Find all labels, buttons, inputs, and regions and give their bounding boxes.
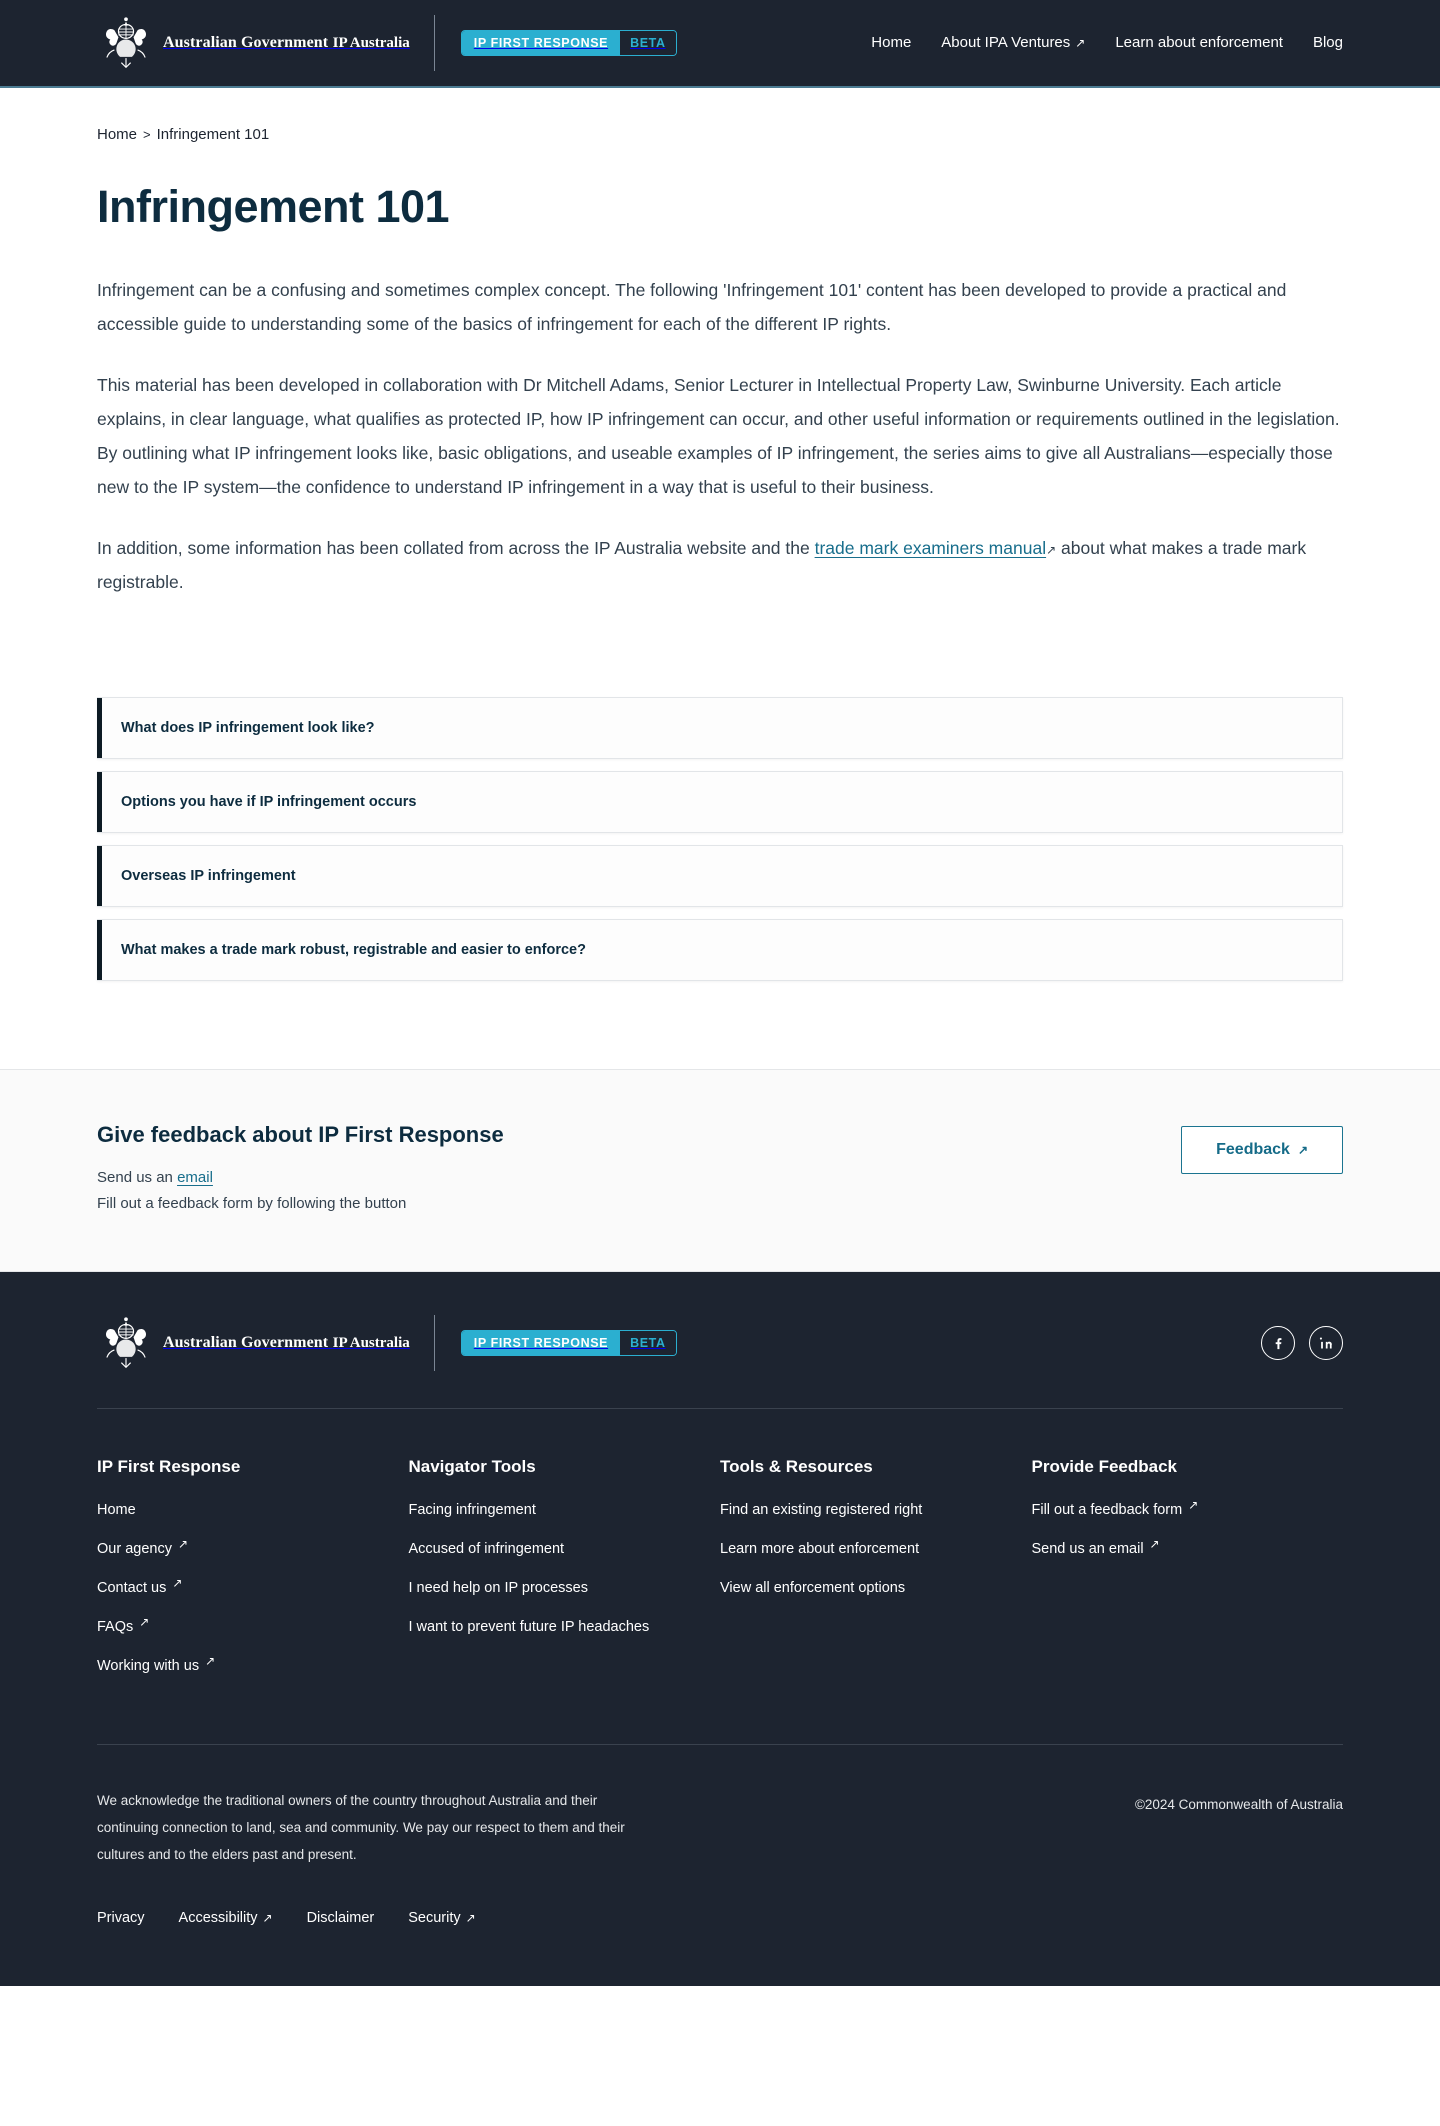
footer-link-label: I need help on IP processes xyxy=(408,1580,588,1596)
paragraph-3-after: about what makes a trade mark registrable. xyxy=(97,538,1307,592)
nav-item-blog[interactable] xyxy=(1313,33,1343,53)
main-content xyxy=(0,88,1440,1272)
footer-link-contact-us[interactable] xyxy=(97,1577,182,1599)
breadcrumb-home-link[interactable]: Home xyxy=(97,126,138,143)
accordion-accent-bar xyxy=(97,920,102,980)
footer-link-label: Working with us xyxy=(97,1658,200,1674)
external-link-icon: ↗ xyxy=(1046,543,1057,557)
footer-link-find-existing-registered-right[interactable] xyxy=(720,1499,922,1521)
footer-link-learn-more-about-enforcement[interactable] xyxy=(720,1538,919,1560)
footer-column-tools-and-resources xyxy=(720,1457,1032,1694)
gov-title-line1: Australian Government xyxy=(163,34,329,51)
badge-beta-label: BETA xyxy=(620,31,676,55)
australian-government-crest-icon xyxy=(97,1314,155,1372)
footer-link-label: Learn more about enforcement xyxy=(720,1541,920,1557)
footer-link-view-all-enforcement-options[interactable] xyxy=(720,1577,905,1599)
footer-link-label: Facing infringement xyxy=(408,1502,536,1518)
legal-link-label: Disclaimer xyxy=(306,1910,375,1926)
footer-link-i-need-help-on-ip-processes[interactable] xyxy=(409,1577,589,1599)
nav-item-home[interactable] xyxy=(871,33,911,53)
feedback-title: Give feedback about IP First Response xyxy=(97,1122,504,1147)
external-link-icon: ↗ xyxy=(205,1654,216,1668)
external-link-icon: ↗ xyxy=(172,1576,183,1590)
feedback-form-line: Fill out a feedback form by following the button xyxy=(97,1195,407,1212)
badge-main-label: IP FIRST RESPONSE xyxy=(462,31,620,55)
paragraph-3 xyxy=(97,531,1343,599)
accordion-accent-bar xyxy=(97,846,102,906)
footer-link-label: I want to prevent future IP headaches xyxy=(408,1619,650,1635)
footer-link-prevent-future-ip-headaches[interactable] xyxy=(409,1616,650,1638)
footer-link-send-us-an-email[interactable] xyxy=(1032,1538,1160,1560)
legal-link-label: Accessibility xyxy=(178,1910,258,1926)
accordion-accent-bar xyxy=(97,698,102,758)
breadcrumb-current: Infringement 101 xyxy=(156,126,270,143)
copyright-text: ©2024 Commonwealth of Australia xyxy=(1134,1797,1343,1812)
footer-acknowledgement-row xyxy=(97,1745,1343,1868)
footer-link-accused-of-infringement[interactable] xyxy=(409,1538,565,1560)
footer-link-label: Find an existing registered right xyxy=(720,1502,923,1518)
footer-link-faqs[interactable] xyxy=(97,1616,149,1638)
footer-brand-logo-link[interactable] xyxy=(97,1314,410,1372)
accordion-item-label: Options you have if IP infringement occurs xyxy=(121,794,417,810)
feedback-button[interactable] xyxy=(1181,1126,1343,1174)
nav-item-learn-about-enforcement[interactable] xyxy=(1115,33,1283,53)
brand-divider xyxy=(434,1315,435,1371)
footer-link-fill-out-a-feedback-form[interactable] xyxy=(1032,1499,1199,1521)
footer-column-provide-feedback xyxy=(1032,1457,1344,1694)
accordion-item-label: Overseas IP infringement xyxy=(121,868,296,884)
external-link-icon: ↗ xyxy=(465,1911,476,1925)
accordion-item-what-does-ip-infringement-look-like[interactable] xyxy=(97,697,1343,759)
paragraph-2: This material has been developed in collaboration with Dr Mitchell Adams, Senior Lecturer in Intellectual Property Law, Swinburne University. Each article explains, in clear language, what qualifies as protected IP, how IP infringement can occur, and other useful information or requirements outlined in the legislation. By outlining what IP infringement looks like, basic obligations, and useable examples of IP infringement, the series aims to give all Australians—especially those new to the IP system—the confidence to understand IP infringement in a way that is useful to their business. xyxy=(97,375,1340,497)
footer-column-heading: Navigator Tools xyxy=(408,1457,536,1476)
footer-link-label: Home xyxy=(97,1502,136,1518)
footer-column-heading: IP First Response xyxy=(97,1457,241,1476)
australian-government-crest-icon xyxy=(97,14,155,72)
linkedin-icon[interactable] xyxy=(1309,1326,1343,1360)
external-link-icon: ↗ xyxy=(1188,1498,1199,1512)
footer-link-label: Our agency xyxy=(97,1541,172,1557)
accordion-item-what-makes-a-trade-mark-robust[interactable] xyxy=(97,919,1343,981)
nav-label: Blog xyxy=(1312,34,1343,51)
accordion-accent-bar xyxy=(97,772,102,832)
breadcrumb-separator-icon: > xyxy=(143,127,151,142)
nav-label: About IPA Ventures xyxy=(941,34,1071,51)
footer-column-navigator-tools xyxy=(409,1457,721,1694)
intro-copy xyxy=(97,273,1343,599)
external-link-icon: ↗ xyxy=(177,1537,189,1551)
accordion-item-options-you-have[interactable] xyxy=(97,771,1343,833)
feedback-button-label: Feedback xyxy=(1216,1141,1290,1158)
feedback-section xyxy=(0,1069,1440,1272)
gov-title-line2: IP Australia xyxy=(332,35,410,51)
footer-link-label: View all enforcement options xyxy=(720,1580,906,1596)
footer-top-bar xyxy=(97,1314,1343,1409)
badge-main-label: IP FIRST RESPONSE xyxy=(462,1331,620,1355)
feedback-email-line xyxy=(97,1165,504,1191)
footer-link-label: Accused of infringement xyxy=(408,1541,565,1557)
site-footer xyxy=(0,1272,1440,1986)
accordion-list xyxy=(97,697,1343,1021)
footer-ip-first-response-beta-badge[interactable] xyxy=(461,1330,677,1356)
footer-link-label: Send us an email xyxy=(1031,1541,1144,1557)
badge-beta-label: BETA xyxy=(620,1331,676,1355)
brand-divider xyxy=(434,15,435,71)
legal-link-privacy[interactable] xyxy=(97,1910,145,1926)
external-link-icon: ↗ xyxy=(1075,36,1086,50)
footer-gov-title-line1: Australian Government xyxy=(163,1334,329,1351)
facebook-icon[interactable] xyxy=(1261,1326,1295,1360)
external-link-icon: ↗ xyxy=(1297,1143,1308,1157)
feedback-text-block xyxy=(97,1122,504,1217)
main-navigation xyxy=(871,33,1343,53)
footer-link-home[interactable] xyxy=(97,1499,136,1521)
accordion-item-label: What makes a trade mark robust, registrable and easier to enforce? xyxy=(121,942,586,958)
external-link-icon: ↗ xyxy=(139,1615,150,1629)
legal-links xyxy=(97,1868,1343,1926)
ip-first-response-beta-badge[interactable] xyxy=(461,30,677,56)
social-links xyxy=(1261,1326,1343,1360)
nav-label: Home xyxy=(871,34,912,51)
footer-link-working-with-us[interactable] xyxy=(97,1655,215,1677)
footer-link-label: Fill out a feedback form xyxy=(1031,1502,1183,1518)
trade-mark-examiners-manual-link[interactable]: trade mark examiners manual xyxy=(814,538,1047,558)
legal-link-accessibility[interactable] xyxy=(179,1910,273,1926)
footer-gov-title-line2: IP Australia xyxy=(332,1335,410,1351)
paragraph-1: Infringement can be a confusing and sometimes complex concept. The following 'Infringement 101' content has been developed to provide a practical and accessible guide to understanding some of the basics of infringement for each of the different IP rights. xyxy=(97,280,1287,334)
external-link-icon: ↗ xyxy=(262,1911,273,1925)
footer-column-heading: Provide Feedback xyxy=(1031,1457,1178,1476)
nav-item-about-ipa-ventures[interactable] xyxy=(941,33,1085,53)
legal-link-security[interactable] xyxy=(408,1910,475,1926)
accordion-item-overseas-ip-infringement[interactable] xyxy=(97,845,1343,907)
footer-column-ip-first-response xyxy=(97,1457,409,1694)
accordion-item-label: What does IP infringement look like? xyxy=(121,720,375,736)
footer-link-label: FAQs xyxy=(97,1619,134,1635)
nav-label: Learn about enforcement xyxy=(1115,34,1283,51)
paragraph-3-before: In addition, some information has been collated from across the IP Australia website and the xyxy=(97,538,815,558)
brand-logo-link[interactable] xyxy=(97,14,410,72)
legal-link-label: Security xyxy=(408,1910,461,1926)
site-header xyxy=(0,0,1440,88)
footer-column-heading: Tools & Resources xyxy=(720,1457,873,1476)
acknowledgement-of-country: We acknowledge the traditional owners of the country throughout Australia and their continuing connection to land, sea and community. We pay our respect to them and their cultures and to the elders past and present. xyxy=(97,1793,625,1862)
footer-link-columns xyxy=(97,1409,1343,1745)
legal-link-label: Privacy xyxy=(97,1910,145,1926)
footer-link-facing-infringement[interactable] xyxy=(409,1499,536,1521)
footer-link-label: Contact us xyxy=(97,1580,167,1596)
legal-link-disclaimer[interactable] xyxy=(307,1910,375,1926)
feedback-email-prefix: Send us an xyxy=(97,1169,178,1186)
external-link-icon: ↗ xyxy=(1149,1537,1160,1551)
footer-link-our-agency[interactable] xyxy=(97,1538,188,1560)
page-title: Infringement 101 xyxy=(97,181,450,232)
breadcrumb xyxy=(97,126,1343,143)
feedback-email-link[interactable]: email xyxy=(177,1169,213,1186)
